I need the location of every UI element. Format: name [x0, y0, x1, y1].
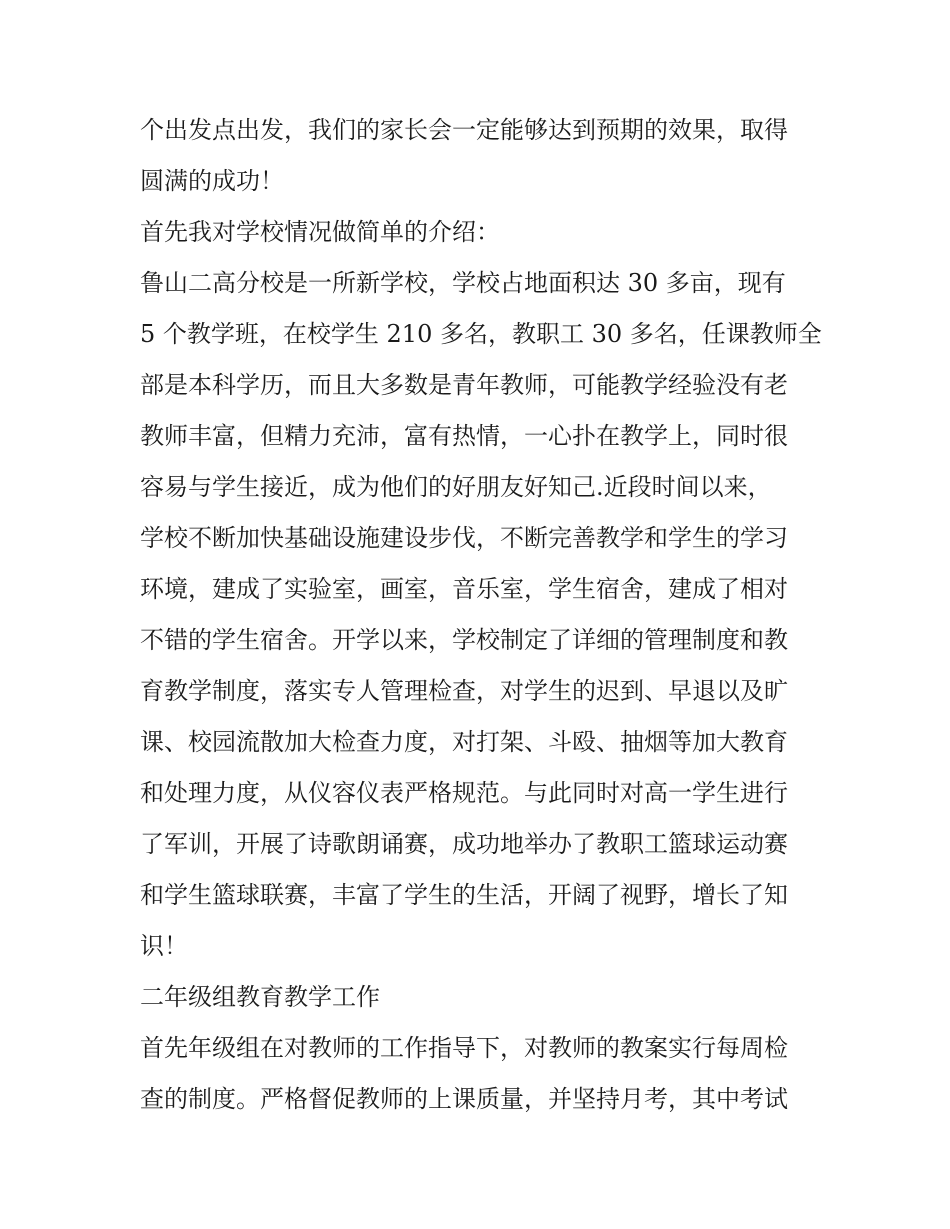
text-line: 学校不断加快基础设施建设步伐，不断完善教学和学生的学习: [140, 524, 788, 552]
text-line: 课、校园流散加大检查力度，对打架、斗殴、抽烟等加大教育: [140, 728, 788, 756]
text-line: 5 个教学班，在校学生 210 多名，教职工 30 多名，任课教师全: [140, 320, 822, 348]
section-heading: 二年级组教育教学工作: [140, 983, 380, 1011]
text-line: 育教学制度，落实专人管理检查，对学生的迟到、早退以及旷: [140, 677, 788, 705]
text-line: 识！: [140, 932, 188, 960]
text-line: 个出发点出发，我们的家长会一定能够达到预期的效果，取得: [140, 116, 788, 144]
text-line: 和处理力度，从仪容仪表严格规范。与此同时对高一学生进行: [140, 779, 788, 807]
text-line: 和学生篮球联赛，丰富了学生的生活，开阔了视野，增长了知: [140, 881, 788, 909]
text-line: 首先年级组在对教师的工作指导下，对教师的教案实行每周检: [140, 1034, 788, 1062]
text-line: 容易与学生接近，成为他们的好朋友好知己.近段时间以来，: [140, 473, 772, 501]
text-line: 不错的学生宿舍。开学以来，学校制定了详细的管理制度和教: [140, 626, 788, 654]
text-line: 环境，建成了实验室，画室，音乐室，学生宿舍，建成了相对: [140, 575, 788, 603]
text-line: 首先我对学校情况做简单的介绍：: [140, 218, 500, 246]
text-line: 查的制度。严格督促教师的上课质量，并坚持月考，其中考试: [140, 1085, 788, 1113]
text-line: 教师丰富，但精力充沛，富有热情，一心扑在教学上，同时很: [140, 422, 788, 450]
text-line: 部是本科学历，而且大多数是青年教师，可能教学经验没有老: [140, 371, 788, 399]
text-line: 鲁山二高分校是一所新学校，学校占地面积达 30 多亩，现有: [140, 269, 786, 297]
text-line: 了军训，开展了诗歌朗诵赛，成功地举办了教职工篮球运动赛: [140, 830, 788, 858]
text-line: 圆满的成功！: [140, 167, 284, 195]
